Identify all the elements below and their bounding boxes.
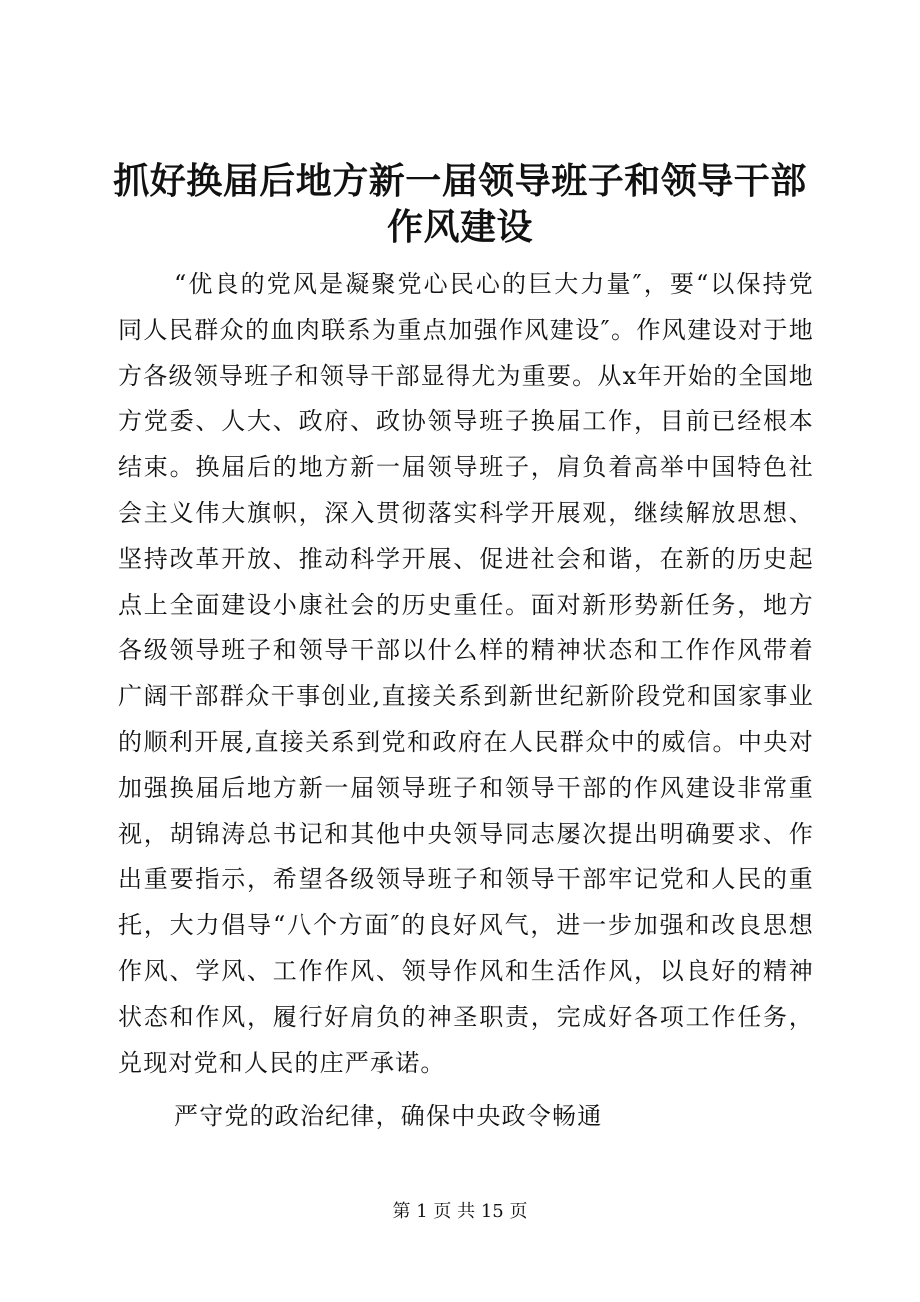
document-title: 抓好换届后地方新一届领导班子和领导干部作风建设 <box>113 160 807 248</box>
body-paragraph: “优良的党风是凝聚党心民心的巨大力量″，要“以保持党同人民群众的血肉联系为重点加强作风建设″。作风建设对于地方各级领导班子和领导干部显得尤为重要。从x年开始的全国地方党委、人大、政府、政协领导班子换届工作，目前已经根本结束。换届后的地方新一届领导班子，肩负着高举中国特色社会主义伟大旗帜，深入贯彻落实科学开展观，继续解放思想、坚持改革开放、推动科学开展、促进社会和谐，在新的历史起点上全面建设小康社会的历史重任。面对新形势新任务，地方各级领导班子和领导干部以什么样的精神状态和工作作风带着广阔干部群众干事创业,直接关系到新世纪新阶段党和国家事业的顺利开展,直接关系到党和政府在人民群众中的威信。中央对加强换届后地方新一届领导班子和领导干部的作风建设非常重视，胡锦涛总书记和其他中央领导同志屡次提出明确要求、作出重要指示，希望各级领导班子和领导干部牢记党和人民的重托，大力倡导“八个方面″的良好风气，进一步加强和改良思想作风、学风、工作作风、领导作风和生活作风，以良好的精神状态和作风，履行好肩负的神圣职责，完成好各项工作任务，兑现对党和人民的庄严承诺。 <box>118 270 814 1077</box>
page-number-footer: 第 1 页 共 15 页 <box>392 1201 528 1222</box>
section-heading-paragraph: 严守党的政治纪律，确保中央政令畅通 <box>174 1102 603 1130</box>
